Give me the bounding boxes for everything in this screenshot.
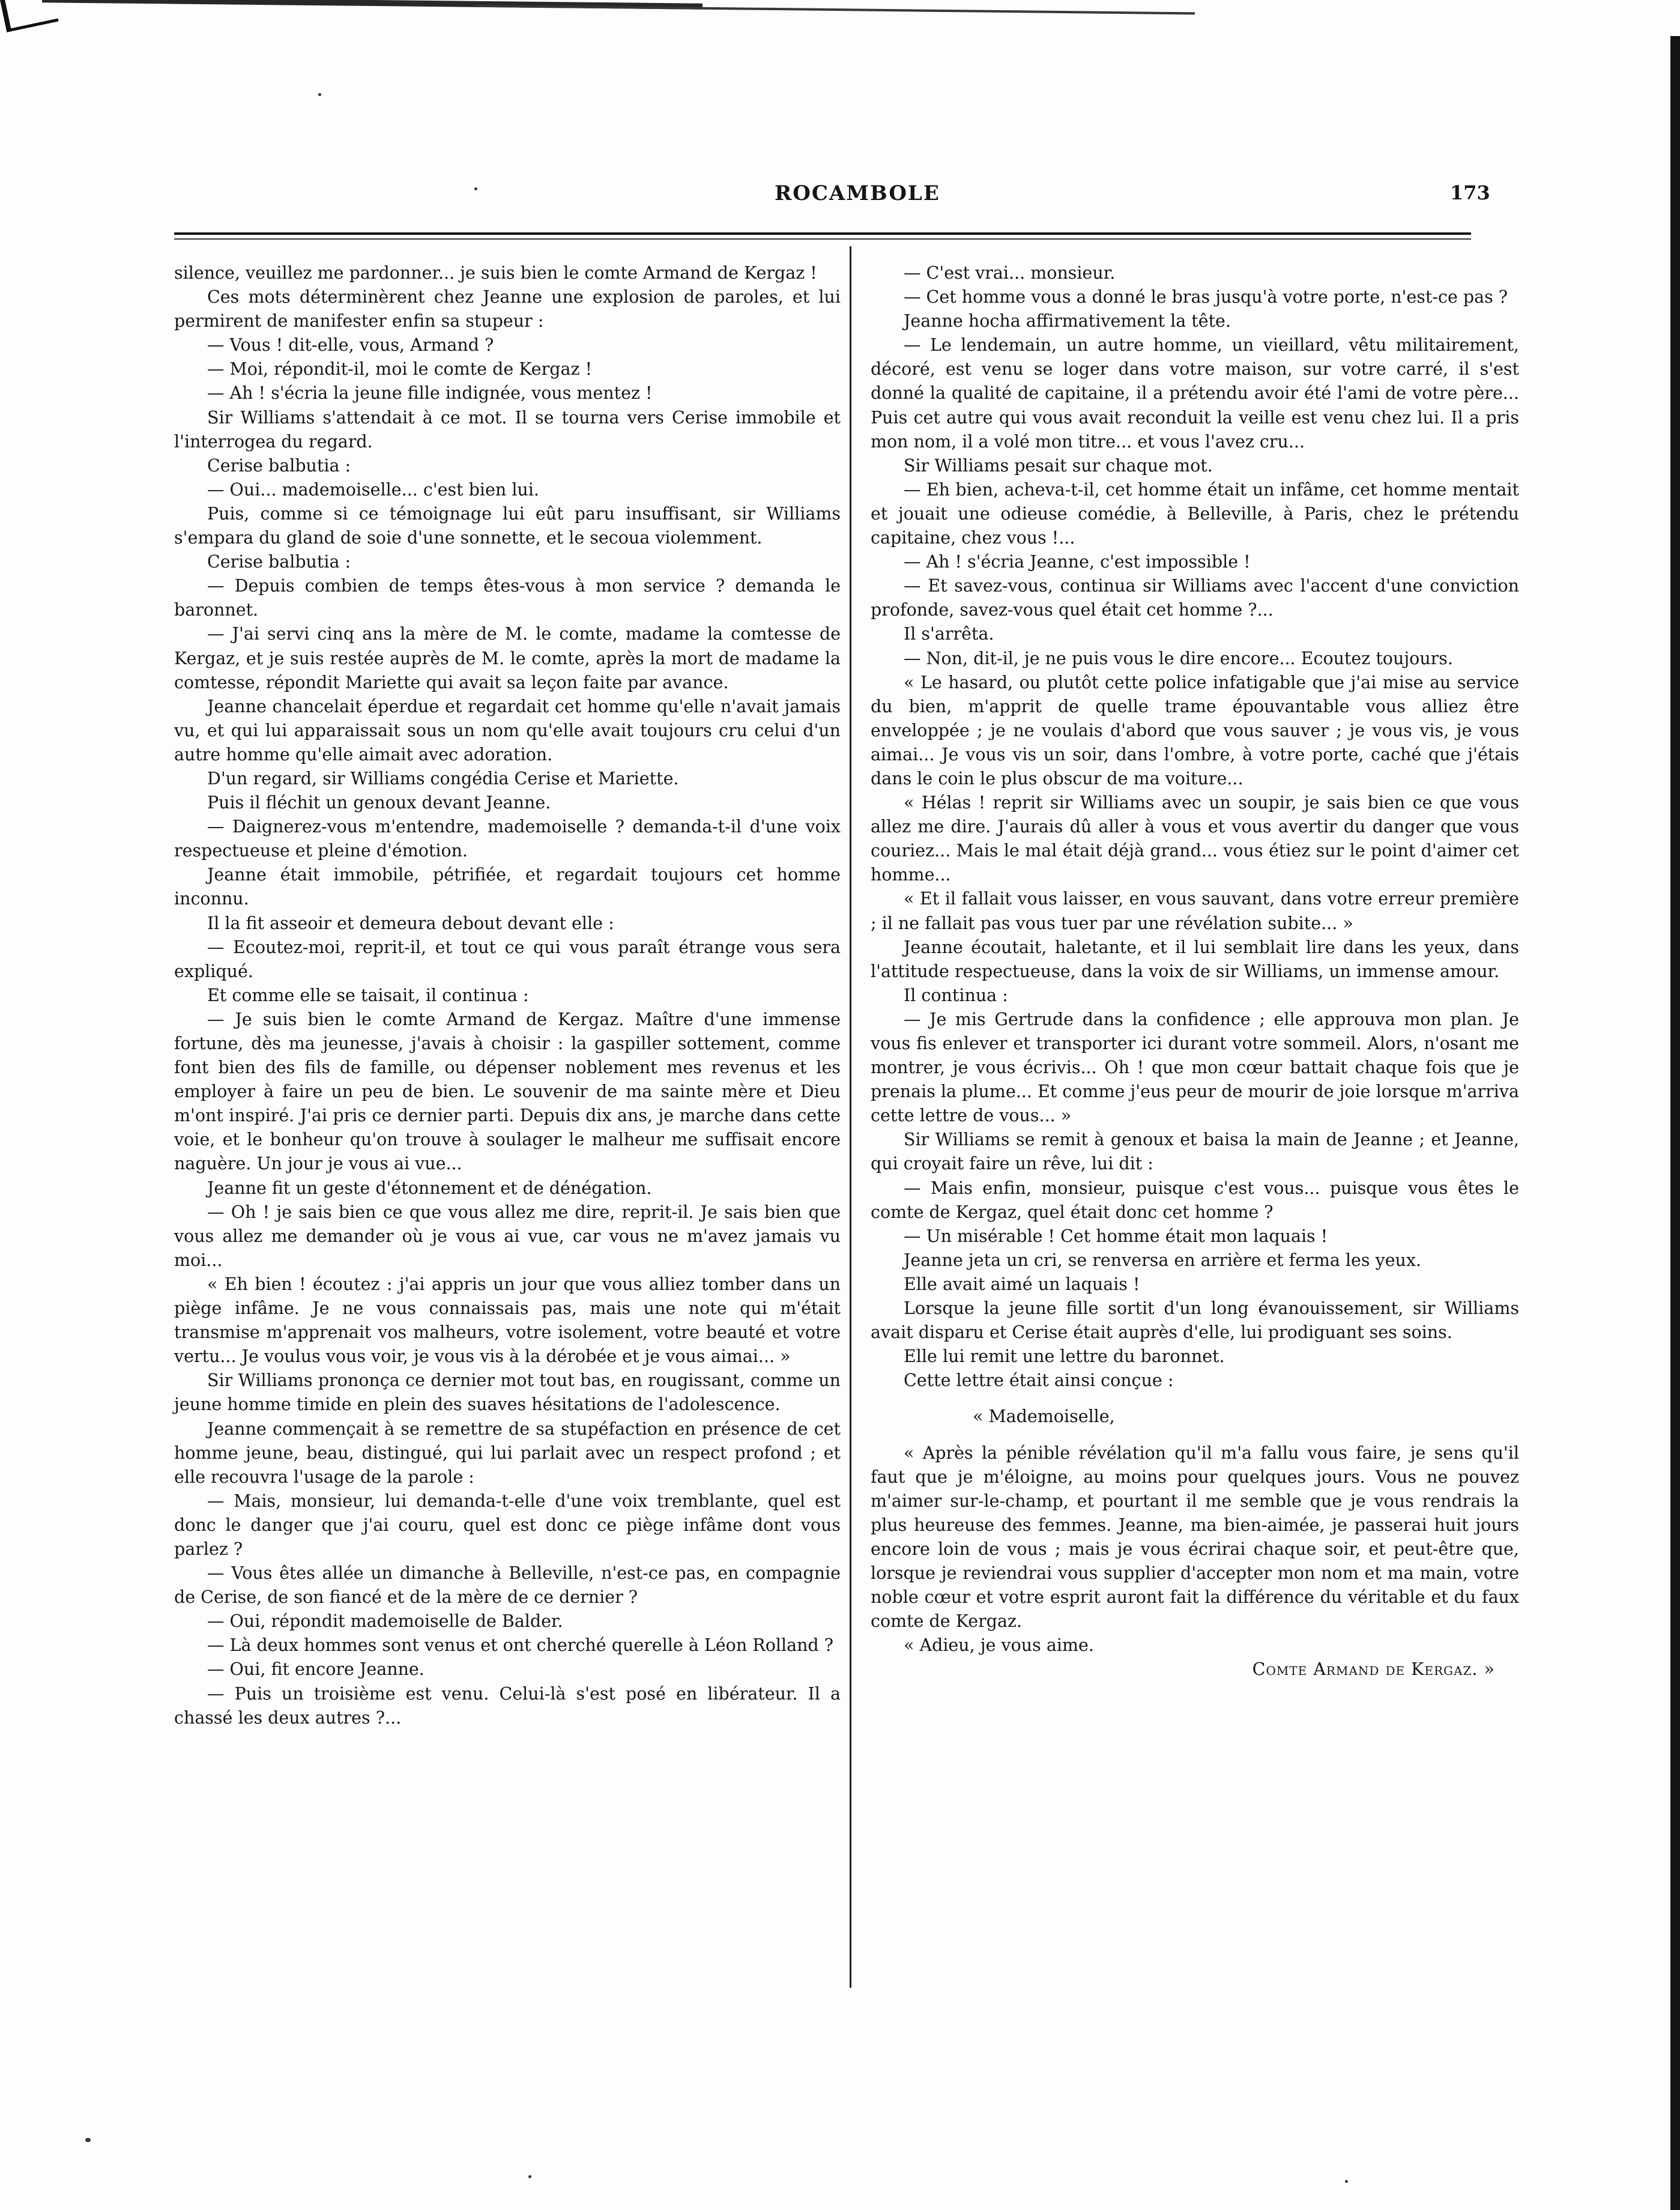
letter [871, 1405, 1519, 1682]
paragraph: — Là deux hommes sont venus et ont cherché querelle à Léon Rolland ? [207, 1635, 834, 1656]
paragraph: — Vous ! dit-elle, vous, Armand ? [207, 335, 494, 356]
paragraph: Il continua : [904, 985, 1008, 1005]
paragraph: Cerise balbutia : [207, 455, 351, 476]
paragraph: Cerise balbutia : [207, 552, 351, 572]
letter-salutation: « Mademoiselle, [973, 1406, 1115, 1427]
header-rule-thin [174, 238, 1471, 240]
paragraph: — Oui... mademoiselle... c'est bien lui. [207, 479, 539, 500]
paragraph: — Oui, fit encore Jeanne. [207, 1659, 425, 1680]
paragraph: « Eh bien ! écoutez : j'ai appris un jour que vous alliez tomber dans un piège infâme. Je ne vous connaissais pas, mais une note qui m'était transmise m'apprenait vos malheurs, votre isolement, votre beauté et votre vertu... Je voulus vous voir, je vous vis à la dérobée et je vous aimai... » [174, 1274, 841, 1367]
paragraph: Jeanne hocha affirmativement la tête. [904, 311, 1231, 331]
paragraph: Elle lui remit une lettre du baronnet. [904, 1346, 1225, 1367]
page-number: 173 [1450, 181, 1490, 204]
paragraph: Jeanne écoutait, haletante, et il lui semblait lire dans les yeux, dans l'attitude respectueuse, dans la voix de sir Williams, un immense amour. [871, 937, 1519, 981]
paragraph: Il la fit asseoir et demeura debout devant elle : [207, 913, 614, 933]
paragraph: D'un regard, sir Williams congédia Cerise et Mariette. [207, 768, 679, 789]
header-rule [174, 232, 1471, 235]
right-column-paragraphs [871, 261, 1519, 1393]
scan-speck [85, 2138, 91, 2142]
paragraph: Ces mots déterminèrent chez Jeanne une explosion de paroles, et lui permirent de manifester enfin sa stupeur : [174, 287, 841, 331]
paragraph: — Ah ! s'écria la jeune fille indignée, vous mentez ! [207, 383, 653, 404]
paragraph: Jeanne commençait à se remettre de sa stupéfaction en présence de cet homme jeune, beau, distingué, qui lui parlait avec un respect profond ; et elle recouvra l'usage de la parole : [174, 1418, 841, 1487]
paragraph: — Oh ! je sais bien ce que vous allez me dire, reprit-il. Je sais bien que vous allez me demander où je vous ai vue, car vous ne m'avez jamais vu moi... [174, 1202, 841, 1270]
paragraph: — Moi, répondit-il, moi le comte de Kergaz ! [207, 359, 593, 380]
paragraph: Puis il fléchit un genoux devant Jeanne. [207, 793, 551, 813]
paragraph: Il s'arrêta. [904, 624, 994, 644]
paragraph: — Daignerez-vous m'entendre, mademoiselle ? demanda-t-il d'une voix respectueuse et pleine d'émotion. [174, 817, 841, 861]
column-divider [850, 246, 851, 1988]
paragraph: Sir Williams prononça ce dernier mot tout bas, en rougissant, comme un jeune homme timide en plein des suaves hésitations de l'adolescence. [174, 1370, 841, 1415]
paragraph: — Ah ! s'écria Jeanne, c'est impossible ! [904, 552, 1251, 572]
paragraph: — Je suis bien le comte Armand de Kergaz. Maître d'une immense fortune, dès ma jeunesse, j'avais à choisir : la gaspiller sottement, comme font bien des fils de famille, ou dépenser noblement mes revenus et les employer à faire un peu de bien. Le souvenir de ma sainte mère et Dieu m'ont inspiré. J'ai pris ce dernier parti. Depuis dix ans, je marche dans cette voie, et le bonheur qu'on trouve à soulager le malheur me suffisait encore naguère. Un jour je vous ai vue... [174, 1009, 841, 1174]
paragraph: Cette lettre était ainsi conçue : [904, 1370, 1174, 1391]
scan-speck [1345, 2180, 1348, 2183]
paragraph: Jeanne chancelait éperdue et regardait cet homme qu'elle n'avait jamais vu, et qui lui apparaissait sous un nom qu'elle avait toujours cru celui d'un autre homme qu'elle aimait avec adoration. [174, 696, 841, 764]
letter-paragraph: « Adieu, je vous aime. [904, 1635, 1094, 1656]
paragraph: Puis, comme si ce témoignage lui eût paru insuffisant, sir Williams s'empara du gland de soie d'une sonnette, et le secoua violemment. [174, 503, 841, 548]
scan-artifact-top-edge [42, 0, 703, 23]
paragraph: — Puis un troisième est venu. Celui-là s'est posé en libérateur. Il a chassé les deux autres ?... [174, 1683, 841, 1728]
paragraph: — Je mis Gertrude dans la confidence ; elle approuva mon plan. Je vous fis enlever et transporter ici durant votre sommeil. Alors, n'osant me montrer, je vous écrivis... Oh ! que mon cœur battait chaque fois que je prenais la plume... Et comme j'eus peur de mourir de joie lorsque m'arriva cette lettre de vous... » [871, 1009, 1519, 1126]
letter-body [871, 1441, 1519, 1658]
paragraph: — Eh bien, acheva-t-il, cet homme était un infâme, cet homme mentait et jouait une odieuse comédie, à Belleville, à Paris, chez le prétendu capitaine, chez vous !... [871, 479, 1519, 548]
scan-speck [528, 2175, 531, 2178]
paragraph: — Mais enfin, monsieur, puisque c'est vous... puisque vous êtes le comte de Kergaz, quel était donc cet homme ? [871, 1178, 1519, 1222]
paragraph: — Mais, monsieur, lui demanda-t-elle d'une voix tremblante, quel est donc le danger que j'ai couru, quel est donc ce piège infâme dont vous parlez ? [174, 1491, 841, 1559]
paragraph: — Ecoutez-moi, reprit-il, et tout ce qui vous paraît étrange vous sera expliqué. [174, 937, 841, 981]
left-column [174, 261, 841, 1730]
paragraph: Jeanne fit un geste d'étonnement et de dénégation. [207, 1178, 652, 1198]
paragraph: Et comme elle se taisait, il continua : [207, 985, 529, 1005]
running-head: ROCAMBOLE [775, 181, 940, 205]
paragraph: — Vous êtes allée un dimanche à Belleville, n'est-ce pas, en compagnie de Cerise, de son fiancé et de la mère de ce dernier ? [174, 1563, 841, 1608]
paragraph: Sir Williams se remit à genoux et baisa la main de Jeanne ; et Jeanne, qui croyait faire un rêve, lui dit : [871, 1130, 1519, 1174]
paragraph: — Un misérable ! Cet homme était mon laquais ! [904, 1226, 1328, 1246]
paragraph: Lorsque la jeune fille sortit d'un long évanouissement, sir Williams avait disparu et Cerise était auprès d'elle, lui prodiguant ses soins. [871, 1298, 1519, 1343]
scan-speck [474, 187, 477, 190]
paragraph: — C'est vrai... monsieur. [904, 263, 1116, 283]
paragraph: Sir Williams pesait sur chaque mot. [904, 455, 1213, 476]
paragraph: « Et il fallait vous laisser, en vous sauvant, dans votre erreur première ; il ne fallait pas vous tuer par une révélation subite... » [871, 889, 1519, 933]
paragraph: « Hélas ! reprit sir Williams avec un soupir, je sais bien ce que vous allez me dire. J'aurais dû aller à vous et vous avertir du danger que vous couriez... Mais le mal était déjà grand... vous étiez sur le point d'aimer cet homme... [871, 793, 1519, 885]
paragraph: — Oui, répondit mademoiselle de Balder. [207, 1611, 563, 1632]
paragraph: — Et savez-vous, continua sir Williams avec l'accent d'une conviction profonde, savez-vous quel était cet homme ?... [871, 576, 1519, 620]
paragraph: — Cet homme vous a donné le bras jusqu'à votre porte, n'est-ce pas ? [904, 287, 1508, 307]
paragraph: — J'ai servi cinq ans la mère de M. le comte, madame la comtesse de Kergaz, et je suis restée auprès de M. le comte, après la mort de madame la comtesse, répondit Mariette qui avait sa leçon faite par avance. [174, 624, 841, 692]
paragraph: — Depuis combien de temps êtes-vous à mon service ? demanda le baronnet. [174, 576, 841, 620]
letter-paragraph: « Après la pénible révélation qu'il m'a fallu vous faire, je sens qu'il faut que je m'éloigne, au moins pour quelques jours. Vous ne pouvez m'aimer sur-le-champ, et pourtant il me semble que je vous rendrais la plus heureuse des femmes. Jeanne, ma bien-aimée, je passerai huit jours encore loin de vous ; mais je vous écrirai chaque soir, et peut-être que, lorsque je reviendrai vous supplier d'accepter mon nom et ma main, votre noble cœur et votre esprit auront fait la différence du véritable et du faux comte de Kergaz. [871, 1443, 1519, 1632]
paragraph: Sir Williams s'attendait à ce mot. Il se tourna vers Cerise immobile et l'interrogea du regard. [174, 407, 841, 452]
paragraph: Jeanne jeta un cri, se renversa en arrière et ferma les yeux. [904, 1250, 1422, 1270]
paragraph: — Le lendemain, un autre homme, un vieillard, vêtu militairement, décoré, est venu se loger dans votre maison, sur votre carré, il s'est donné la qualité de capitaine, il a prétendu avoir été l'ami de votre père... Puis cet autre qui vous avait reconduit la veille est venu chez lui. Il a pris mon nom, il a volé mon titre... et vous l'avez cru... [871, 335, 1519, 452]
right-column [871, 261, 1519, 1682]
paragraph: silence, veuillez me pardonner... je suis bien le comte Armand de Kergaz ! [174, 263, 817, 283]
paragraph: Elle avait aimé un laquais ! [904, 1274, 1140, 1294]
letter-signature: Comte Armand de Kergaz. » [1252, 1659, 1495, 1680]
paragraph: Jeanne était immobile, pétrifiée, et regardait toujours cet homme inconnu. [174, 865, 841, 909]
scan-speck [318, 93, 321, 96]
paragraph: — Non, dit-il, je ne puis vous le dire encore... Ecoutez toujours. [904, 648, 1453, 668]
scan-artifact-right-edge [1670, 36, 1680, 2210]
paragraph: « Le hasard, ou plutôt cette police infatigable que j'ai mise au service du bien, m'apprit de quelle trame épouvantable vous alliez être enveloppée ; je ne voulais d'abord que vous sauver ; je vous vis, je vous aimai... Je vous vis un soir, dans l'ombre, à votre porte, caché que j'étais dans le coin le plus obscur de ma voiture... [871, 672, 1519, 789]
